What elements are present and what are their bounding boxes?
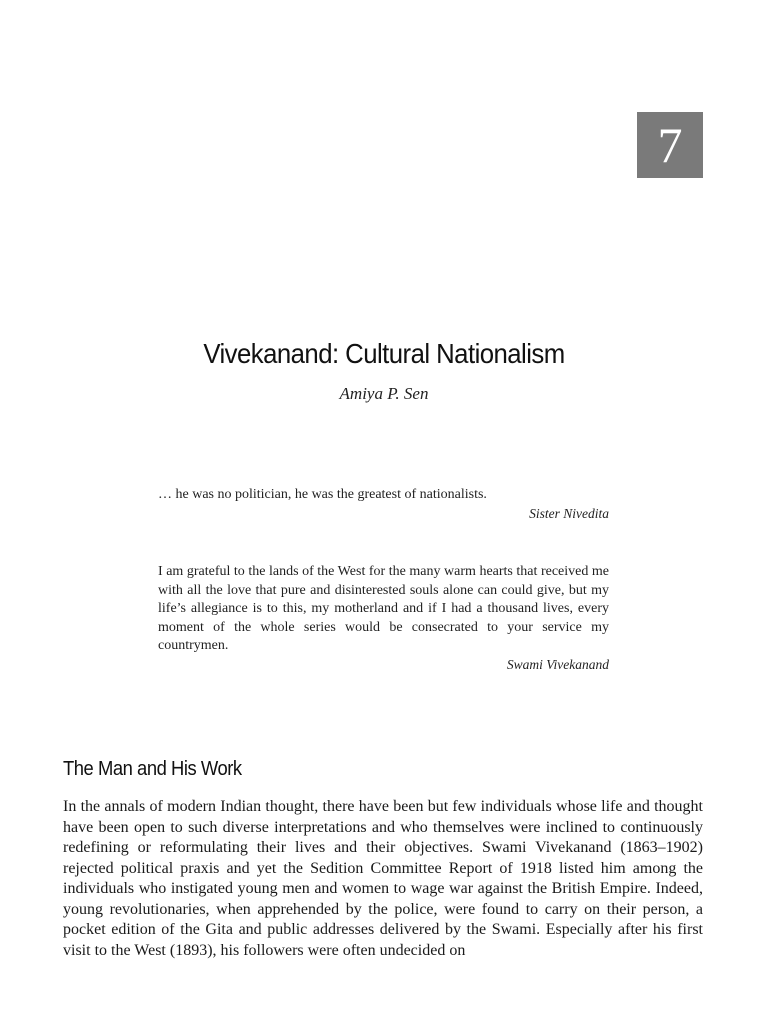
- epigraph-quote: … he was no politician, he was the greatest of nationalists.: [158, 487, 487, 502]
- chapter-author: Amiya P. Sen: [339, 384, 429, 403]
- section-heading: The Man and His Work: [63, 758, 242, 780]
- chapter-number-badge: 7: [637, 112, 703, 178]
- epigraph-attribution: Swami Vivekanand: [506, 656, 609, 672]
- epigraph-attribution: Sister Nivedita: [529, 505, 609, 521]
- body-paragraph: In the annals of modern Indian thought, there have been but few individuals whose life and thought have been open to such diverse interpretations and who themselves were inclined to continuously redefining or reformulating their lives and their objectives. Swami Vivekanand (1863–1902) rejected political praxis and yet the Sedition Committee Report of 1918 listed him among the individuals who instigated young men and women to wage war against the British Empire. Indeed, young revolutionaries, when apprehended by the police, were found to carry on their person, a pocket edition of the Gita and public addresses delivered by the Swami. Especially after his first visit to the West (1893), his followers were often undecided on: [63, 798, 703, 959]
- epigraph-nivedita: [158, 486, 609, 523]
- epigraph-quote: I am grateful to the lands of the West for the many warm hearts that received me with all the love that pure and disinterested souls alone can could give, but my life’s allegiance is to this, my motherland and if I had a thousand lives, every moment of the whole series would be consecrated to your service my countrymen.: [158, 564, 609, 654]
- epigraph-vivekanand: [158, 563, 609, 675]
- chapter-title: Vivekanand: Cultural Nationalism: [203, 338, 565, 369]
